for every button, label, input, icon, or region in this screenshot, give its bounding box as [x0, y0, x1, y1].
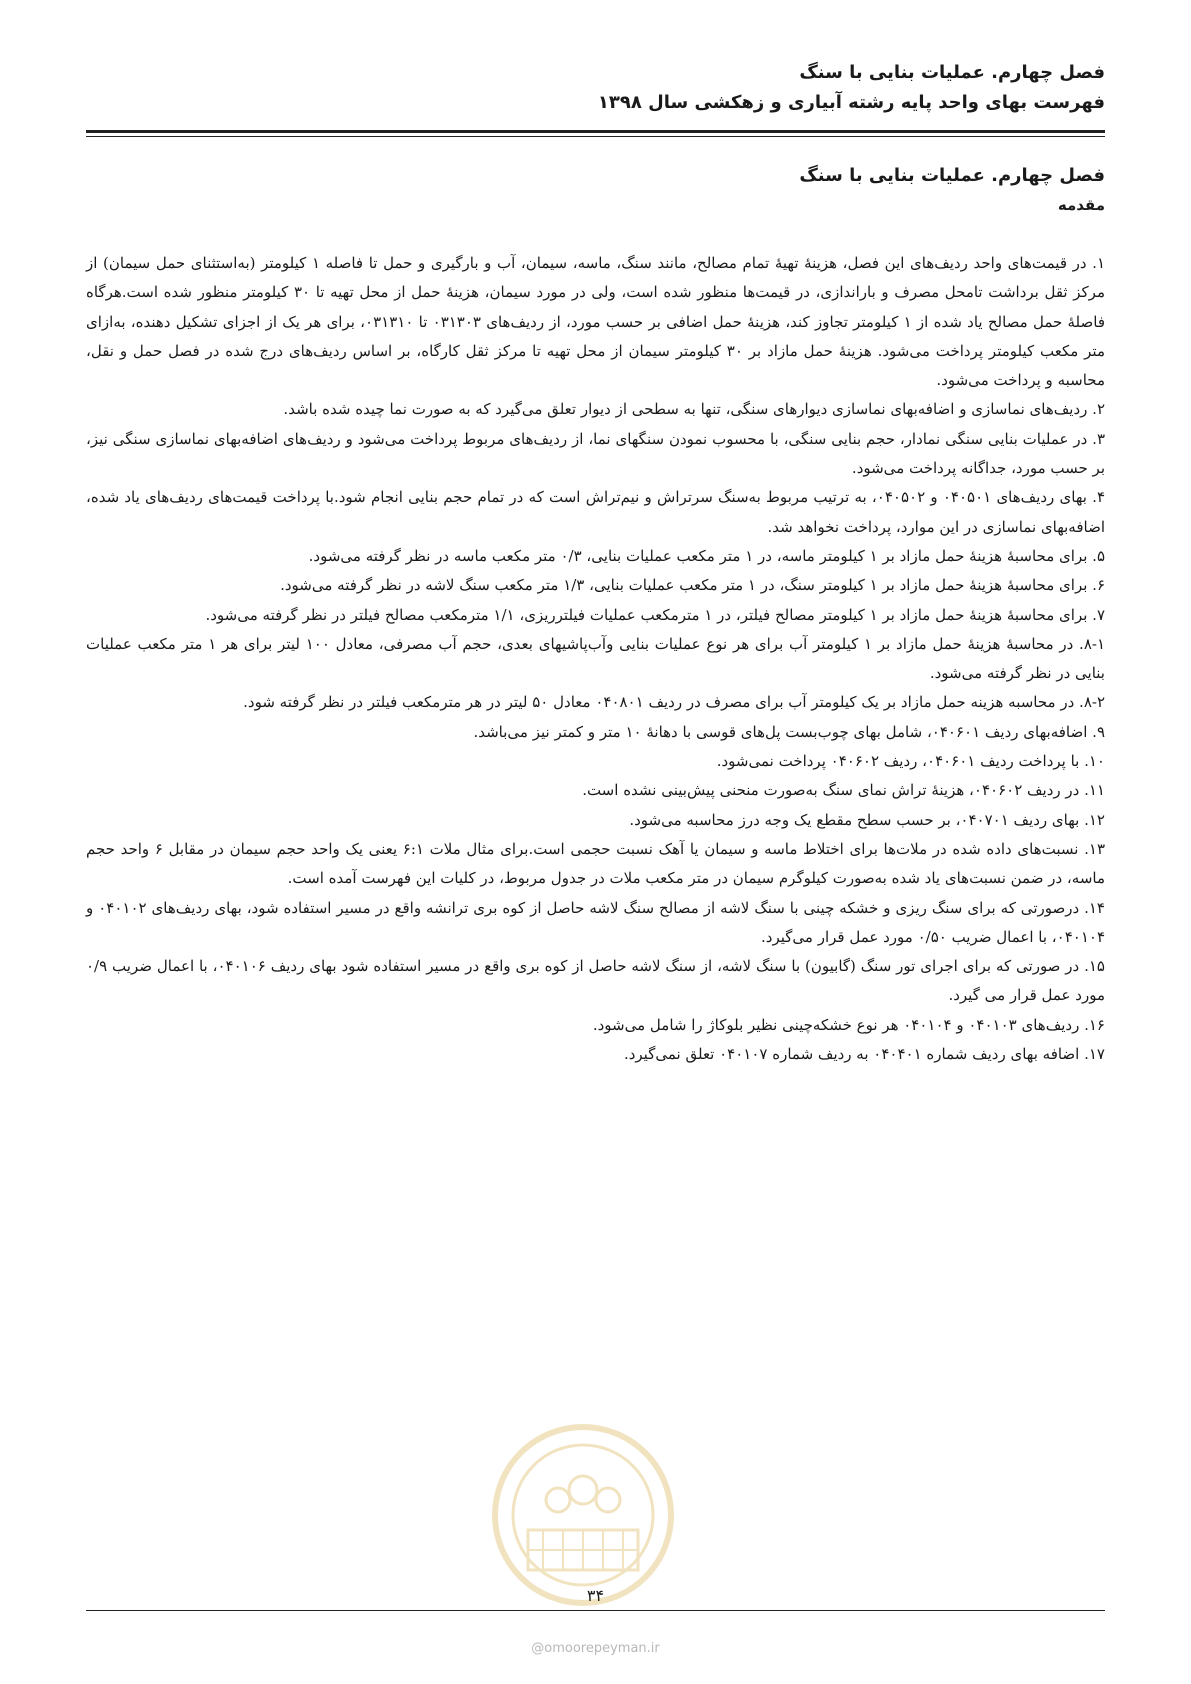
- paragraph-2: ۲. ردیف‌های نماسازی و اضافه‌بهای نماسازی دیوارهای سنگی، تنها به سطحی از دیوار تعلق می‌گیرد که به صورت نما چیده شده باشد.: [283, 400, 1105, 419]
- paragraph-13: ۱۳. نسبت‌های داده شده در ملات‌ها برای اختلاط ماسه و سیمان یا آهک نسبت حجمی است.برای مثال ملات ۶:۱ یعنی یک واحد حجم سیمان در مقابل ۶ واحد حجم ماسه، در ضمن نسبت‌های یاد شده به‌صورت کیلوگرم سیمان در متر مکعب ملات در جدول مربوط، در کلیات این فهرست آمده است.: [86, 839, 1106, 888]
- paragraph-16: ۱۶. ردیف‌های ۰۴۰۱۰۳ و ۰۴۰۱۰۴ هر نوع خشکه‌چینی نظیر بلوکاژ را شامل می‌شود.: [592, 1015, 1105, 1034]
- paragraph-8-1: ۸-۱. در محاسبهٔ هزینهٔ حمل مازاد بر ۱ کیلومتر آب برای هر نوع عملیات بنایی وآب‌پاشیهای بعدی، حجم آب مصرفی، معادل ۱۰۰ لیتر برای هر ۱ متر مکعب عملیات بنایی در نظر گرفته می‌شود.: [86, 634, 1105, 683]
- paragraph-10: ۱۰. با پرداخت ردیف ۰۴۰۶۰۱، ردیف ۰۴۰۶۰۲ پرداخت نمی‌شود.: [716, 752, 1105, 771]
- paragraph-17: ۱۷. اضافه بهای ردیف شماره ۰۴۰۴۰۱ به ردیف شماره ۰۴۰۱۰۷ تعلق نمی‌گیرد.: [623, 1045, 1105, 1064]
- paragraph-8-2: ۸-۲. در محاسبه هزینه حمل مازاد بر یک کیلومتر آب برای مصرف در ردیف ۰۴۰۸۰۱ معادل ۵۰ لیتر در هر مترمکعب فیلتر در نظر گرفته شود.: [243, 693, 1105, 712]
- running-header: [86, 58, 1105, 118]
- paragraph-14: ۱۴. درصورتی که برای سنگ ریزی و خشکه چینی با سنگ لاشه از مصالح سنگ لاشه حاصل از کوه بری ترانشه واقع در مسیر استفاده شود، بهای ردیف‌های ۰۴۰۱۰۲ و ۰۴۰۱۰۴، با اعمال ضریب ۰/۵۰ مورد عمل قرار می‌گیرد.: [86, 898, 1105, 946]
- page-number: ۳۴: [586, 1586, 605, 1605]
- header-chapter-title: فصل چهارم. عملیات بنایی با سنگ: [799, 62, 1105, 83]
- header-rule-thin: [86, 136, 1105, 137]
- paragraph-6: ۶. برای محاسبهٔ هزینهٔ حمل مازاد بر ۱ کیلومتر سنگ، در ۱ متر مکعب عملیات بنایی، ۱/۳ متر مکعب سنگ لاشه در نظر گرفته می‌شود.: [280, 576, 1105, 595]
- page-content: [86, 161, 1105, 1069]
- intro-heading: مقدمه: [1057, 196, 1105, 214]
- paragraph-4: ۴. بهای ردیف‌های ۰۴۰۵۰۱ و ۰۴۰۵۰۲، به ترتیب مربوط به‌سنگ سرتراش و نیم‌تراش است که در تمام حجم بنایی انجام شود.با پرداخت قیمت‌های ردیف‌های یاد شده، اضافه‌بهای نماسازی در این موارد، پرداخت نخواهد شد.: [86, 488, 1105, 536]
- paragraph-7: ۷. برای محاسبهٔ هزینهٔ حمل مازاد بر ۱ کیلومتر مصالح فیلتر، در ۱ مترمکعب عملیات فیلترریزی، ۱/۱ مترمکعب مصالح فیلتر در نظر گرفته می‌شود.: [205, 605, 1105, 624]
- paragraph-9: ۹. اضافه‌بهای ردیف ۰۴۰۶۰۱، شامل بهای چوب‌بست پل‌های قوسی با دهانهٔ ۱۰ متر و کمتر نیز می‌باشد.: [473, 722, 1105, 741]
- section-title: فصل چهارم. عملیات بنایی با سنگ: [799, 165, 1105, 186]
- paragraph-5: ۵. برای محاسبهٔ هزینهٔ حمل مازاد بر ۱ کیلومتر ماسه، در ۱ متر مکعب عملیات بنایی، ۰/۳ متر مکعب ماسه در نظر گرفته می‌شود.: [308, 546, 1105, 565]
- footer-rule: [86, 1610, 1105, 1611]
- paragraph-11: ۱۱. در ردیف ۰۴۰۶۰۲، هزینهٔ تراش نمای سنگ به‌صورت منحنی پیش‌بینی نشده است.: [582, 781, 1105, 800]
- paragraph-12: ۱۲. بهای ردیف ۰۴۰۷۰۱، بر حسب سطح مقطع یک وجه درز محاسبه می‌شود.: [629, 810, 1105, 829]
- header-rule-thick: [86, 130, 1105, 133]
- paragraph-1: ۱. در قیمت‌های واحد ردیف‌های این فصل، هزینهٔ تهیهٔ تمام مصالح، مانند سنگ، ماسه، سیمان، آب و بارگیری و حمل تا فاصله ۱ کیلومتر (به‌استثنای حمل سیمان) از مرکز ثقل برداشت تامحل مصرف و باراندازی، در قیمت‌ها منظور شده است، ولی در مورد سیمان، هزینهٔ حمل از محل تهیه تا ۳۰ کیلومتر منظور شده است.هرگاه فاصلهٔ حمل مصالح یاد شده از ۱ کیلومتر تجاوز کند، هزینهٔ حمل اضافی بر حسب مورد، از ردیف‌های ۰۳۱۳۰۳ تا ۰۳۱۳۱۰، برای هر یک از اجزای تشکیل دهنده، به‌ازای متر مکعب کیلومتر پرداخت می‌شود. هزینهٔ حمل مازاد بر ۳۰ کیلومتر سیمان از محل تهیه تا مرکز ثقل کارگاه، بر اساس ردیف‌های درج شده در فصل حمل و نقل، محاسبه و پرداخت می‌شود.: [86, 254, 1106, 390]
- paragraph-3: ۳. در عملیات بنایی سنگی نمادار، حجم بنایی سنگی، با محسوب نمودن سنگهای نما، از ردیف‌های مربوط پرداخت می‌شود و ردیف‌های اضافه‌بهای نماسازی سنگی نیز، بر حسب مورد، جداگانه پرداخت می‌شود.: [86, 429, 1105, 478]
- header-document-title: فهرست بهای واحد پایه رشته آبیاری و زهکشی سال ۱۳۹۸: [597, 92, 1105, 113]
- watermark-url: @omoorepeyman.ir: [531, 1641, 660, 1656]
- watermark-seal-icon: [488, 1420, 678, 1610]
- paragraph-15: ۱۵. در صورتی که برای اجرای تور سنگ (گابیون) با سنگ لاشه، از سنگ لاشه حاصل از کوه بری واقع در مسیر استفاده شود بهای ردیف ۰۴۰۱۰۶، با اعمال ضریب ۰/۹ مورد عمل قرار می گیرد.: [86, 957, 1105, 1005]
